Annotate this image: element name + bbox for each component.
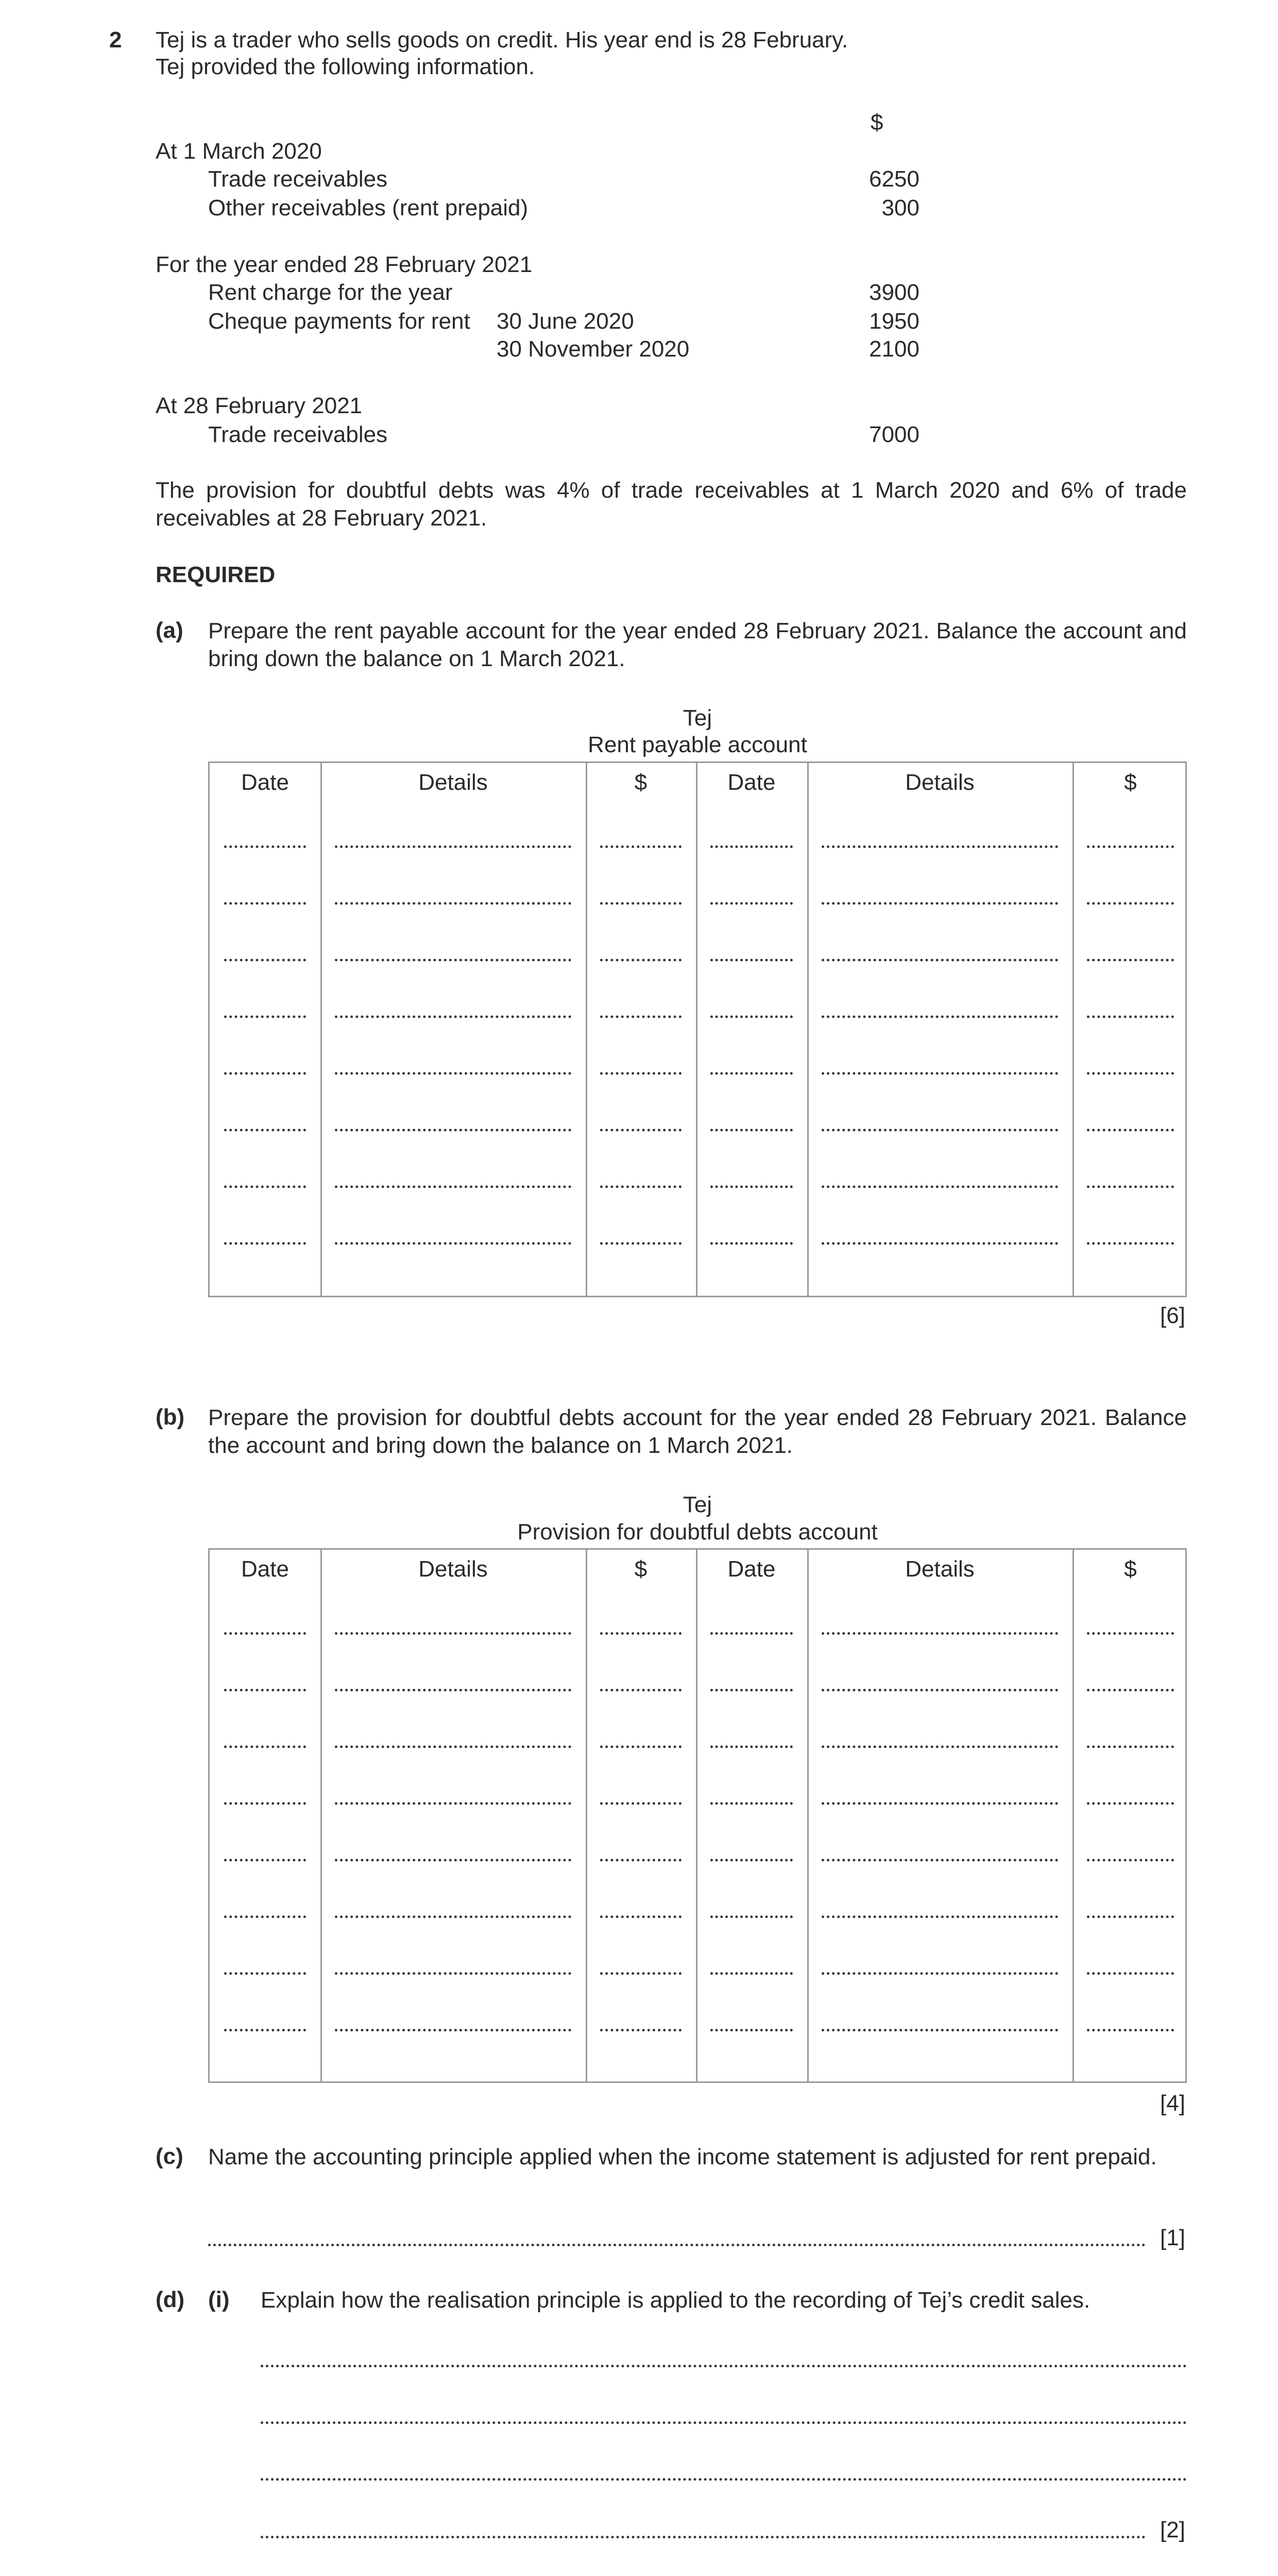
provision-ledger-column-divider	[586, 1550, 587, 2081]
provision-ledger-entry-debit-amount[interactable]	[600, 1745, 681, 1748]
provision-ledger-entry-debit-amount[interactable]	[600, 1632, 681, 1635]
part-c-answer-line[interactable]	[208, 2244, 1146, 2246]
provision-ledger-entry-debit-date[interactable]	[224, 1859, 306, 1861]
part-c-marks: [1]	[1160, 2225, 1185, 2250]
rent-ledger-entry-debit-amount[interactable]	[600, 1242, 681, 1245]
provision-ledger-column-divider	[320, 1550, 322, 2081]
rent-ledger-entry-credit-date[interactable]	[710, 1015, 793, 1018]
provision-ledger-header-credit-amount: $	[1124, 1556, 1137, 1582]
trade-receivables-2-label: Trade receivables	[208, 422, 388, 447]
provision-ledger-entry-debit-details[interactable]	[335, 1972, 571, 1975]
rent-charge-value: 3900	[869, 280, 919, 305]
rent-ledger-entry-debit-amount[interactable]	[600, 1185, 681, 1188]
provision-ledger-column-divider	[696, 1550, 697, 2081]
provision-ledger-entry-credit-date[interactable]	[710, 2029, 793, 2031]
provision-ledger-entry-debit-details[interactable]	[335, 2029, 571, 2031]
provision-ledger-entry-debit-date[interactable]	[224, 1689, 306, 1691]
rent-ledger-entry-credit-date[interactable]	[710, 1242, 793, 1245]
other-receivables-value: 300	[881, 195, 919, 221]
rent-ledger-entry-credit-date[interactable]	[710, 1129, 793, 1131]
rent-ledger-entry-credit-amount[interactable]	[1087, 1129, 1174, 1131]
provision-ledger-entry-credit-amount[interactable]	[1087, 1632, 1174, 1635]
trade-receivables-label: Trade receivables	[208, 166, 388, 192]
provision-ledger-entry-credit-details[interactable]	[822, 1745, 1058, 1748]
part-a-label: (a)	[156, 618, 183, 643]
provision-ledger-entry-credit-date[interactable]	[710, 1745, 793, 1748]
rent-ledger-entry-credit-details[interactable]	[822, 902, 1058, 905]
other-receivables-label: Other receivables (rent prepaid)	[208, 195, 529, 221]
rent-ledger-entry-credit-details[interactable]	[822, 845, 1058, 848]
provision-ledger-entry-credit-amount[interactable]	[1087, 1859, 1174, 1861]
rent-ledger-entry-credit-details[interactable]	[822, 959, 1058, 961]
rent-ledger-entry-credit-amount[interactable]	[1087, 1185, 1174, 1188]
provision-ledger-entry-debit-details[interactable]	[335, 1916, 571, 1918]
rent-ledger-header-debit-details: Details	[418, 770, 488, 795]
at-1-march-heading: At 1 March 2020	[156, 139, 322, 164]
part-d-i-answer-line-1[interactable]	[261, 2365, 1187, 2367]
cheque-date-1: 30 June 2020	[497, 309, 634, 334]
part-c-text: Name the accounting principle applied when the income statement is adjusted for rent prepaid.	[208, 2144, 1157, 2170]
rent-ledger-entry-credit-amount[interactable]	[1087, 1072, 1174, 1075]
provision-ledger-entry-credit-date[interactable]	[710, 1916, 793, 1918]
rent-ledger-entry-debit-amount[interactable]	[600, 1072, 681, 1075]
rent-charge-label: Rent charge for the year	[208, 280, 453, 305]
part-d-i-text: Explain how the realisation principle is applied to the recording of Tej’s credit sales.	[261, 2287, 1090, 2313]
provision-text: The provision for doubtful debts was 4% of trade receivables at 1 March 2020 and 6% of trade receivables at 28 February 2021.	[156, 478, 1187, 531]
part-d-i-answer-line-3[interactable]	[261, 2478, 1187, 2481]
part-c-label: (c)	[156, 2144, 183, 2169]
rent-ledger-entry-debit-details[interactable]	[335, 1072, 571, 1075]
rent-ledger-entry-credit-details[interactable]	[822, 1072, 1058, 1075]
provision-ledger-entry-debit-date[interactable]	[224, 2029, 306, 2031]
provision-ledger-entry-credit-details[interactable]	[822, 1972, 1058, 1975]
provision-ledger-header-debit-details: Details	[418, 1556, 488, 1582]
trade-receivables-value: 6250	[869, 166, 919, 192]
rent-ledger-entry-credit-date[interactable]	[710, 845, 793, 848]
rent-payable-ledger	[208, 761, 1187, 1297]
trade-receivables-2-value: 7000	[869, 422, 919, 447]
rent-ledger-entry-debit-details[interactable]	[335, 902, 571, 905]
rent-ledger-entry-debit-date[interactable]	[224, 902, 306, 905]
cheque-payments-label: Cheque payments for rent	[208, 309, 470, 334]
cheque-date-2: 30 November 2020	[497, 336, 690, 362]
rent-ledger-entry-debit-amount[interactable]	[600, 845, 681, 848]
rent-ledger-entry-debit-amount[interactable]	[600, 959, 681, 961]
provision-ledger-entry-credit-amount[interactable]	[1087, 1689, 1174, 1691]
rent-ledger-entry-credit-amount[interactable]	[1087, 1242, 1174, 1245]
rent-ledger-entry-debit-amount[interactable]	[600, 1015, 681, 1018]
part-b-label: (b)	[156, 1404, 185, 1430]
part-b-marks: [4]	[1160, 2091, 1185, 2116]
provision-ledger-entry-credit-details[interactable]	[822, 1802, 1058, 1805]
provision-ledger-entry-credit-amount[interactable]	[1087, 1802, 1174, 1805]
provision-ledger	[208, 1548, 1187, 2083]
rent-ledger-header-credit-details: Details	[905, 770, 975, 795]
rent-ledger-entry-credit-date[interactable]	[710, 1185, 793, 1188]
provision-ledger-header-debit-amount: $	[634, 1556, 647, 1582]
part-d-i-answer-line-2[interactable]	[261, 2421, 1187, 2424]
provision-ledger-entry-debit-date[interactable]	[224, 1745, 306, 1748]
rent-ledger-header-credit-date: Date	[727, 770, 776, 795]
rent-ledger-column-divider	[807, 763, 809, 1296]
rent-ledger-header-debit-amount: $	[634, 770, 647, 795]
provision-ledger-header-credit-details: Details	[905, 1556, 975, 1582]
provision-ledger-entry-debit-date[interactable]	[224, 1802, 306, 1805]
rent-ledger-entry-debit-details[interactable]	[335, 845, 571, 848]
provision-ledger-entry-debit-details[interactable]	[335, 1632, 571, 1635]
part-d-i-answer-line-4[interactable]	[261, 2536, 1146, 2538]
provision-ledger-entry-credit-amount[interactable]	[1087, 1972, 1174, 1975]
part-a-text: Prepare the rent payable account for the year ended 28 February 2021. Balance the account and bring down the balance on 1 March 2021.	[208, 618, 1187, 671]
provision-ledger-column-divider	[1072, 1550, 1074, 2081]
provision-ledger-header-debit-date: Date	[241, 1556, 289, 1582]
provision-ledger-entry-debit-details[interactable]	[335, 1859, 571, 1861]
provision-ledger-entry-credit-details[interactable]	[822, 2029, 1058, 2031]
provision-ledger-entry-credit-date[interactable]	[710, 1972, 793, 1975]
part-d-i-label: (i)	[208, 2287, 230, 2312]
rent-ledger-column-divider	[320, 763, 322, 1296]
provision-ledger-entry-credit-date[interactable]	[710, 1689, 793, 1691]
ledger-b-subtitle: Provision for doubtful debts account	[517, 1519, 878, 1545]
rent-ledger-entry-debit-date[interactable]	[224, 1015, 306, 1018]
rent-ledger-entry-credit-amount[interactable]	[1087, 902, 1174, 905]
provision-ledger-entry-credit-amount[interactable]	[1087, 1916, 1174, 1918]
rent-ledger-entry-debit-amount[interactable]	[600, 902, 681, 905]
rent-ledger-entry-debit-amount[interactable]	[600, 1129, 681, 1131]
provision-ledger-header-credit-date: Date	[727, 1556, 776, 1582]
provision-ledger-entry-debit-details[interactable]	[335, 1802, 571, 1805]
provision-ledger-entry-credit-details[interactable]	[822, 1689, 1058, 1691]
rent-ledger-entry-debit-date[interactable]	[224, 1242, 306, 1245]
provision-ledger-entry-debit-amount[interactable]	[600, 1802, 681, 1805]
part-d-i-marks: [2]	[1160, 2517, 1185, 2543]
ledger-a-title: Tej	[683, 705, 712, 731]
provision-ledger-entry-credit-amount[interactable]	[1087, 1745, 1174, 1748]
rent-ledger-entry-credit-details[interactable]	[822, 1185, 1058, 1188]
rent-ledger-entry-credit-amount[interactable]	[1087, 845, 1174, 848]
rent-ledger-entry-debit-details[interactable]	[335, 1242, 571, 1245]
required-heading-1: REQUIRED	[156, 562, 276, 587]
currency-header: $	[871, 110, 883, 135]
rent-ledger-entry-credit-details[interactable]	[822, 1015, 1058, 1018]
provision-ledger-entry-debit-date[interactable]	[224, 1632, 306, 1635]
part-d-label: (d)	[156, 2287, 185, 2312]
rent-ledger-entry-debit-details[interactable]	[335, 1015, 571, 1018]
provision-ledger-entry-credit-date[interactable]	[710, 1859, 793, 1861]
provision-ledger-entry-debit-details[interactable]	[335, 1745, 571, 1748]
rent-ledger-header-credit-amount: $	[1124, 770, 1137, 795]
rent-ledger-column-divider	[1072, 763, 1074, 1296]
rent-ledger-header-debit-date: Date	[241, 770, 289, 795]
provision-ledger-entry-credit-details[interactable]	[822, 1916, 1058, 1918]
part-a-marks: [6]	[1160, 1303, 1185, 1328]
rent-ledger-entry-debit-date[interactable]	[224, 959, 306, 961]
part-b-text: Prepare the provision for doubtful debts account for the year ended 28 February 2021. Balance the account and bring down the balance on 1 March 2021.	[208, 1405, 1187, 1458]
rent-ledger-column-divider	[696, 763, 697, 1296]
provision-ledger-entry-credit-date[interactable]	[710, 1802, 793, 1805]
rent-ledger-entry-credit-date[interactable]	[710, 1072, 793, 1075]
rent-ledger-entry-debit-date[interactable]	[224, 1129, 306, 1131]
provision-ledger-entry-debit-date[interactable]	[224, 1972, 306, 1975]
cheque-value-1: 1950	[869, 309, 919, 334]
rent-ledger-column-divider	[586, 763, 587, 1296]
rent-ledger-entry-debit-date[interactable]	[224, 1185, 306, 1188]
provision-ledger-entry-credit-details[interactable]	[822, 1632, 1058, 1635]
ledger-a-subtitle: Rent payable account	[588, 732, 807, 757]
rent-ledger-entry-debit-details[interactable]	[335, 1185, 571, 1188]
rent-ledger-entry-credit-date[interactable]	[710, 959, 793, 961]
rent-ledger-entry-credit-amount[interactable]	[1087, 1015, 1174, 1018]
ledger-b-title: Tej	[683, 1492, 712, 1517]
provision-ledger-entry-debit-amount[interactable]	[600, 2029, 681, 2031]
rent-ledger-entry-debit-date[interactable]	[224, 1072, 306, 1075]
rent-ledger-entry-credit-details[interactable]	[822, 1242, 1058, 1245]
intro-line-2: Tej provided the following information.	[156, 54, 535, 79]
provision-ledger-entry-debit-amount[interactable]	[600, 1859, 681, 1861]
provision-ledger-entry-credit-amount[interactable]	[1087, 2029, 1174, 2031]
provision-ledger-entry-debit-amount[interactable]	[600, 1916, 681, 1918]
rent-ledger-entry-debit-details[interactable]	[335, 959, 571, 961]
intro-line-1: Tej is a trader who sells goods on credit. His year end is 28 February.	[156, 27, 848, 53]
provision-ledger-entry-debit-details[interactable]	[335, 1689, 571, 1691]
provision-ledger-entry-debit-amount[interactable]	[600, 1689, 681, 1691]
year-ended-heading: For the year ended 28 February 2021	[156, 252, 533, 277]
at-28-feb-heading: At 28 February 2021	[156, 393, 363, 418]
provision-ledger-entry-credit-date[interactable]	[710, 1632, 793, 1635]
provision-ledger-entry-debit-date[interactable]	[224, 1916, 306, 1918]
rent-ledger-entry-debit-date[interactable]	[224, 845, 306, 848]
provision-ledger-entry-credit-details[interactable]	[822, 1859, 1058, 1861]
rent-ledger-entry-credit-amount[interactable]	[1087, 959, 1174, 961]
rent-ledger-entry-credit-date[interactable]	[710, 902, 793, 905]
cheque-value-2: 2100	[869, 336, 919, 362]
rent-ledger-entry-credit-details[interactable]	[822, 1129, 1058, 1131]
provision-ledger-column-divider	[807, 1550, 809, 2081]
question-number: 2	[109, 27, 122, 53]
rent-ledger-entry-debit-details[interactable]	[335, 1129, 571, 1131]
provision-ledger-entry-debit-amount[interactable]	[600, 1972, 681, 1975]
